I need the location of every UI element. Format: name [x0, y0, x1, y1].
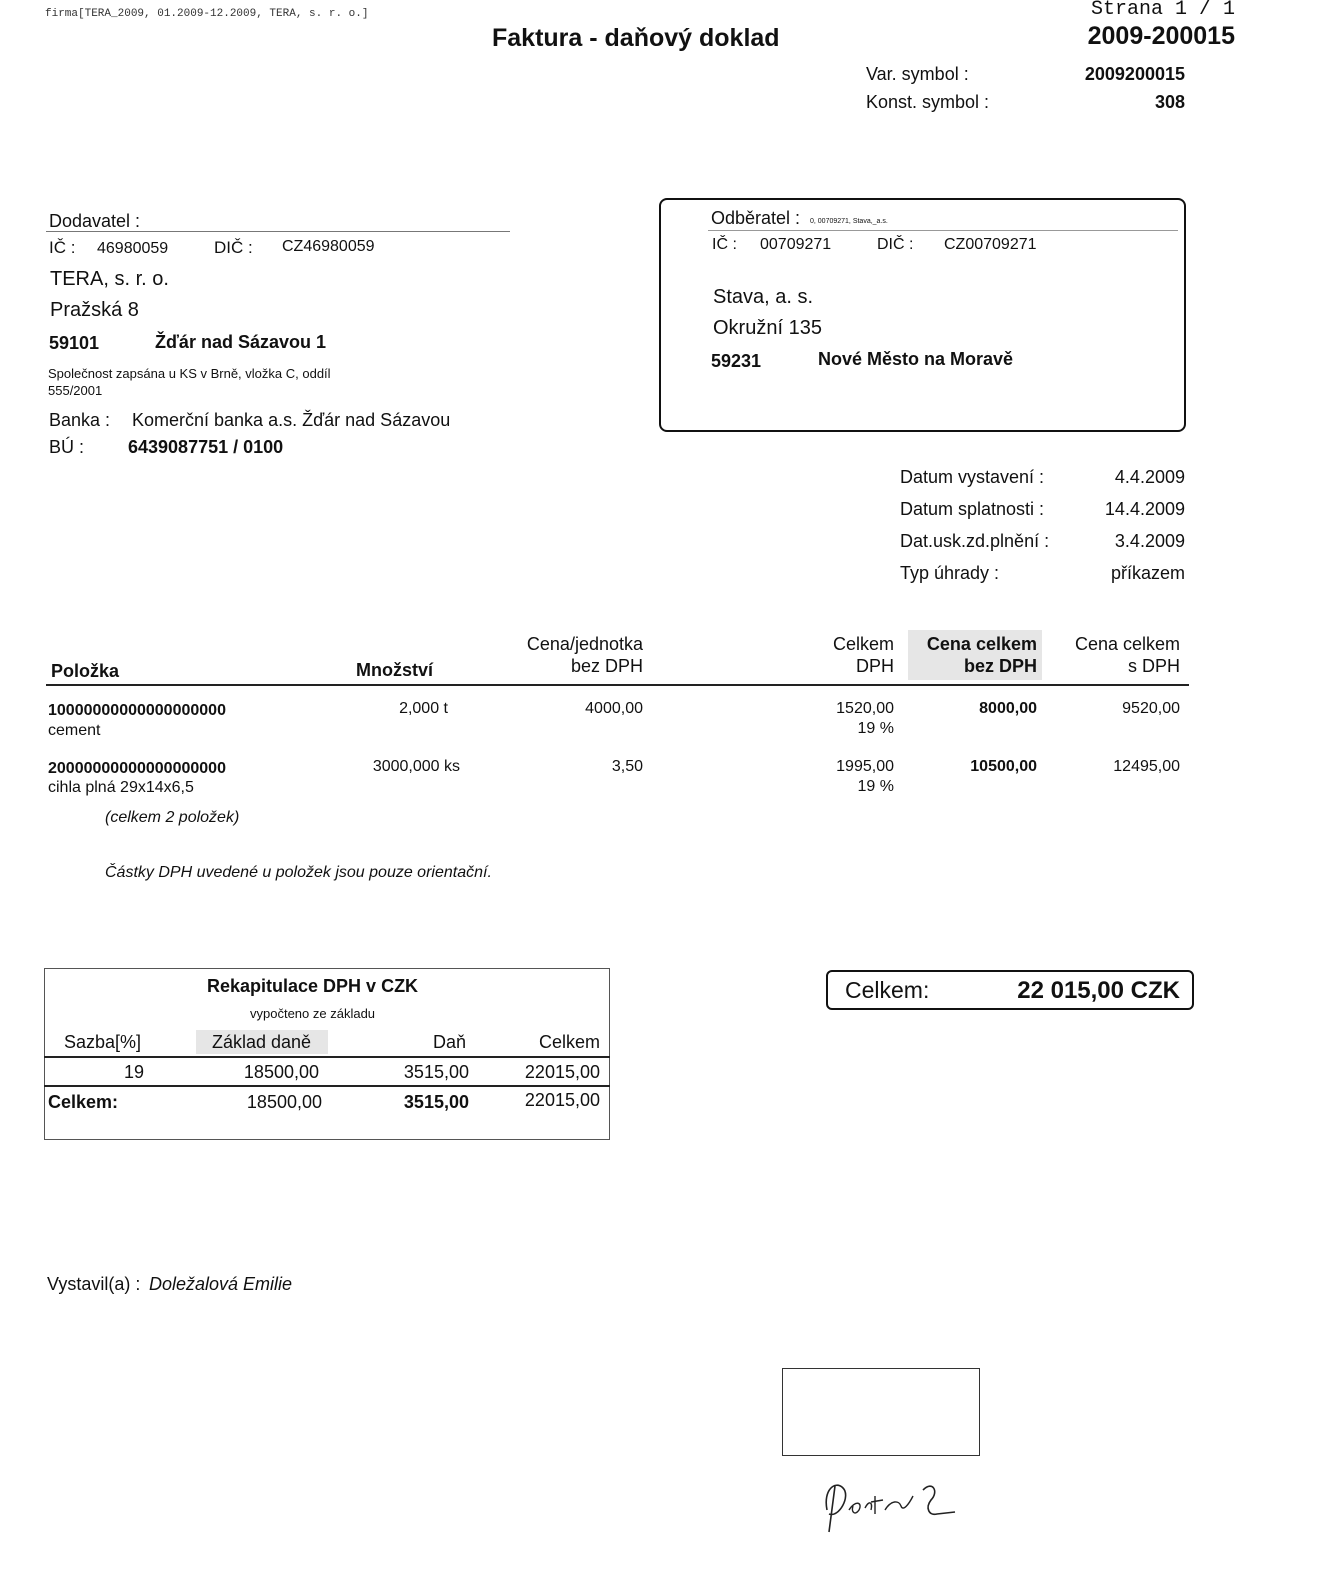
recap-total: 22015,00 [524, 1062, 600, 1082]
customer-name: Stava, a. s. [713, 286, 814, 308]
handwritten-signature [815, 1470, 975, 1540]
bank-label: Banka : [49, 410, 111, 430]
item-code: 10000000000000000000 [48, 702, 226, 719]
supplier-zip: 59101 [49, 333, 100, 353]
item-vat-rate: 19 % [857, 778, 894, 795]
item-name: cement [48, 722, 101, 739]
recap-sum-rule [44, 1085, 610, 1087]
due-date: 14.4.2009 [1104, 499, 1185, 519]
col-header-net-1: Cena celkem [926, 634, 1037, 654]
item-gross: 12495,00 [1113, 758, 1180, 775]
items-count-note: (celkem 2 položek) [105, 809, 240, 826]
var-symbol-value: 2009200015 [1084, 64, 1185, 84]
document-title: Faktura - daňový doklad [492, 24, 780, 52]
item-unit-price: 4000,00 [585, 700, 643, 717]
item-vat: 1995,00 [836, 758, 894, 775]
bank-name: Komerční banka a.s. Žďár nad Sázavou [132, 410, 451, 430]
account-label: BÚ : [49, 437, 85, 457]
recap-tax: 3515,00 [403, 1062, 469, 1082]
account-number: 6439087751 / 0100 [128, 437, 284, 457]
recap-sum-label: Celkem: [48, 1092, 119, 1112]
col-header-gross-2: s DPH [1127, 656, 1180, 676]
konst-symbol-label: Konst. symbol : [866, 92, 990, 112]
payment-type-label: Typ úhrady : [900, 563, 1000, 583]
customer-ic-label: IČ : [712, 236, 737, 253]
customer-code: 0, 00709271, Stava,_a.s. [810, 218, 888, 225]
grand-total-value: 22 015,00 CZK [1017, 977, 1180, 1004]
col-header-net-2: bez DPH [963, 656, 1037, 676]
item-net: 10500,00 [970, 758, 1037, 775]
recap-header-rate: Sazba[%] [64, 1032, 142, 1052]
vat-recap-subtitle: vypočteno ze základu [250, 1006, 376, 1021]
item-gross: 9520,00 [1122, 700, 1180, 717]
supplier-label: Dodavatel : [49, 211, 141, 231]
supplier-dic: CZ46980059 [282, 238, 375, 255]
due-date-label: Datum splatnosti : [900, 499, 1045, 519]
item-vat: 1520,00 [836, 700, 894, 717]
issue-date-label: Datum vystavení : [900, 467, 1045, 487]
recap-rate: 19 [123, 1062, 144, 1082]
col-header-vat-1: Celkem [832, 634, 894, 654]
konst-symbol-value: 308 [1154, 92, 1185, 112]
issue-date: 4.4.2009 [1114, 467, 1185, 487]
customer-street: Okružní 135 [713, 317, 822, 339]
customer-dic: CZ00709271 [944, 236, 1037, 253]
customer-ic: 00709271 [760, 236, 832, 253]
recap-header-tax: Daň [432, 1032, 466, 1052]
supplier-city: Žďár nad Sázavou 1 [155, 332, 326, 352]
col-header-item: Položka [51, 661, 120, 681]
recap-header-total: Celkem [538, 1032, 600, 1052]
customer-city: Nové Město na Moravě [818, 349, 1014, 369]
taxable-date: 3.4.2009 [1114, 531, 1185, 551]
customer-dic-label: DIČ : [877, 236, 914, 253]
payment-type: příkazem [1110, 563, 1185, 583]
supplier-ic-label: IČ : [49, 238, 76, 257]
vat-disclaimer: Částky DPH uvedené u položek jsou pouze orientační. [105, 864, 492, 881]
supplier-registry-2: 555/2001 [48, 383, 103, 398]
item-vat-rate: 19 % [857, 720, 894, 737]
recap-header-rule [44, 1056, 610, 1058]
supplier-registry-1: Společnost zapsána u KS v Brně, vložka C, oddíl [48, 366, 331, 381]
recap-base: 18500,00 [243, 1062, 319, 1082]
item-unit-price: 3,50 [611, 758, 643, 775]
taxable-date-label: Dat.usk.zd.plnění : [900, 531, 1050, 551]
invoice-number: 2009-200015 [1087, 22, 1235, 50]
item-name: cihla plná 29x14x6,5 [48, 779, 194, 796]
issued-by-label: Vystavil(a) : [47, 1274, 141, 1294]
recap-sum-total: 22015,00 [524, 1090, 600, 1110]
page-counter: Strana 1 / 1 [1090, 0, 1235, 21]
supplier-street: Pražská 8 [50, 299, 139, 321]
stamp-box [782, 1368, 980, 1456]
supplier-divider [46, 231, 510, 232]
customer-label: Odběratel : [711, 208, 801, 228]
vat-recap-title: Rekapitulace DPH v CZK [207, 976, 419, 996]
supplier-dic-label: DIČ : [214, 238, 253, 257]
item-qty: 2,000 t [399, 700, 448, 717]
item-net: 8000,00 [979, 700, 1037, 717]
grand-total-label: Celkem: [845, 977, 930, 1003]
col-header-gross-1: Cena celkem [1074, 634, 1180, 654]
recap-sum-tax: 3515,00 [403, 1092, 469, 1112]
var-symbol-label: Var. symbol : [866, 64, 969, 84]
col-header-vat-2: DPH [855, 656, 894, 676]
col-header-unit-price-1: Cena/jednotka [526, 634, 643, 654]
supplier-ic: 46980059 [97, 240, 169, 257]
customer-box [659, 198, 1186, 432]
col-header-qty: Množství [356, 660, 434, 680]
customer-zip: 59231 [711, 351, 762, 371]
col-header-unit-price-2: bez DPH [570, 656, 643, 676]
item-qty: 3000,000 ks [372, 758, 460, 775]
issued-by-name: Doležalová Emilie [149, 1274, 293, 1294]
company-period-line: firma[TERA_2009, 01.2009-12.2009, TERA, s. r. o.] [45, 8, 369, 20]
customer-divider [708, 230, 1178, 231]
table-header-rule [46, 684, 1189, 686]
supplier-name: TERA, s. r. o. [50, 268, 169, 290]
recap-sum-base: 18500,00 [246, 1092, 322, 1112]
item-code: 20000000000000000000 [48, 760, 226, 777]
recap-header-base: Základ daně [212, 1032, 312, 1052]
